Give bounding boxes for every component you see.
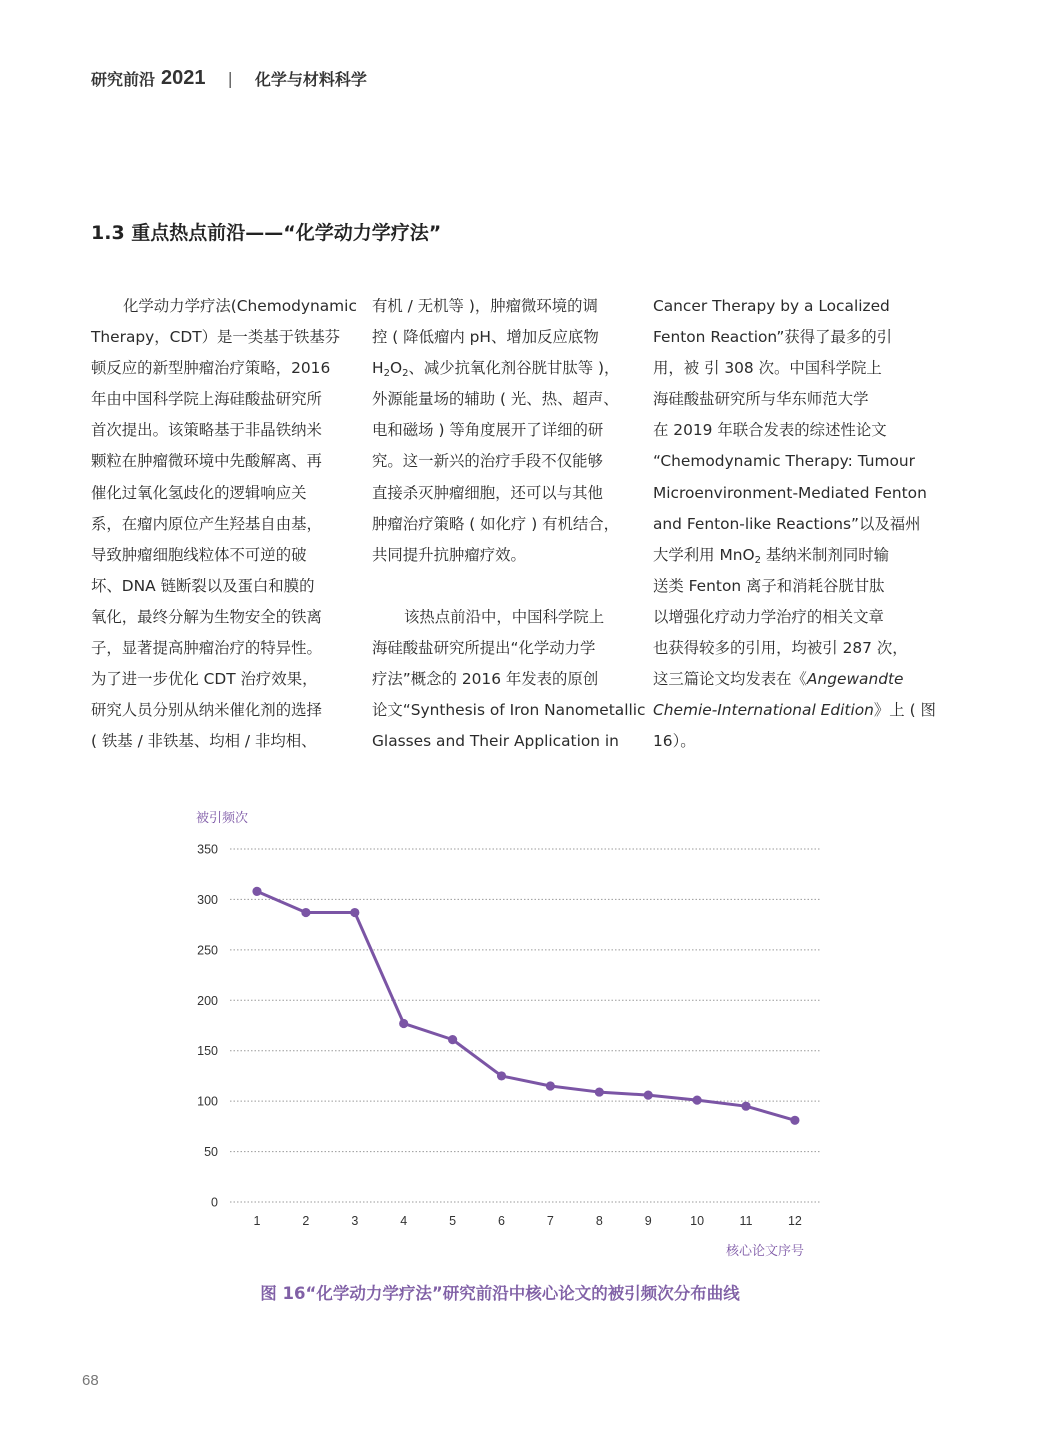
x-tick-label: 4	[400, 1214, 408, 1228]
y-tick-label: 300	[197, 892, 218, 907]
x-tick-label: 2	[302, 1214, 310, 1228]
subscript: 2	[754, 554, 761, 566]
text-line: 系，在瘤内原位产生羟基自由基，	[91, 514, 322, 533]
data-point	[741, 1102, 750, 1111]
y-tick-label: 100	[197, 1094, 218, 1109]
text-line: ( 铁基 / 非铁基、均相 / 非均相、	[91, 732, 317, 751]
data-point	[595, 1087, 604, 1096]
x-tick-label: 1	[253, 1214, 261, 1228]
data-point	[399, 1019, 408, 1028]
data-point	[301, 908, 310, 917]
text-line: 坏、DNA 链断裂以及蛋白和膜的	[91, 576, 315, 595]
x-tick-label: 9	[644, 1214, 652, 1228]
data-point	[546, 1081, 555, 1090]
text-line: and Fenton-like Reactions”以及福州	[653, 514, 921, 533]
text-run: 大学利用 MnO	[653, 545, 755, 564]
x-tick-label: 8	[595, 1214, 603, 1228]
x-tick-label: 12	[787, 1214, 802, 1228]
page-number: 68	[82, 1372, 99, 1389]
x-tick-label: 3	[351, 1214, 359, 1228]
text-line	[653, 664, 910, 695]
x-axis-label: 核心论文序号	[725, 1244, 804, 1259]
text-line: 化学动力学疗法(Chemodynamic	[123, 297, 357, 315]
text-line: 顿反应的新型肿瘤治疗策略，2016	[91, 359, 331, 378]
text-line	[372, 353, 629, 384]
data-point	[497, 1071, 506, 1080]
text-line: 为了进一步优化 CDT 治疗效果，	[91, 670, 318, 689]
text-line: 氧化，最终分解为生物安全的铁离	[91, 607, 322, 626]
text-line: 电和磁场 ) 等角度展开了详细的研	[372, 421, 604, 440]
text-run: O	[389, 359, 403, 378]
text-line: 年由中国科学院上海硅酸盐研究所	[91, 390, 322, 409]
journal-name: Angewandte	[806, 670, 904, 689]
x-tick-label: 6	[498, 1214, 505, 1228]
text-run: 》上 ( 图	[873, 701, 936, 720]
text-line: 肿瘤治疗策略 ( 如化疗 ) 有机结合，	[372, 514, 620, 533]
data-point	[693, 1096, 702, 1105]
text-line: “Chemodynamic Therapy: Tumour	[653, 452, 916, 471]
text-line: 究。这一新兴的治疗手段不仅能够	[372, 452, 603, 471]
x-tick-label: 11	[739, 1214, 753, 1228]
y-axis-label: 被引频次	[196, 811, 249, 826]
subscript: 2	[383, 368, 390, 380]
text-line: 首次提出。该策略基于非晶铁纳米	[91, 421, 322, 440]
text-line: 海硅酸盐研究所提出“化学动力学	[372, 639, 596, 658]
text-line: Fenton Reaction”获得了最多的引	[653, 328, 893, 347]
text-line: 有机 / 无机等 )，肿瘤微环境的调	[372, 297, 598, 315]
text-line: 16）。	[653, 732, 696, 751]
text-line: 疗法”概念的 2016 年发表的原创	[372, 670, 599, 689]
figure-caption: 图 16“化学动力学疗法”研究前沿中核心论文的被引频次分布曲线	[260, 1284, 740, 1303]
data-point	[350, 908, 359, 917]
text-line: 以增强化疗动力学治疗的相关文章	[653, 607, 884, 626]
text-run: H	[372, 359, 384, 378]
text-line	[653, 540, 910, 571]
text-line: Therapy，CDT）是一类基于铁基芬	[91, 328, 341, 347]
y-tick-label: 350	[197, 842, 218, 857]
paragraph-gap	[372, 571, 629, 602]
header-series: 研究前沿	[91, 69, 156, 89]
text-run: 这三篇论文均发表在《	[653, 670, 807, 689]
text-line: 直接杀灭肿瘤细胞，还可以与其他	[372, 483, 603, 502]
data-point	[644, 1090, 653, 1099]
header-section: 化学与材料科学	[254, 69, 367, 89]
running-header	[91, 64, 367, 92]
data-point	[448, 1035, 457, 1044]
text-line: Glasses and Their Application in	[372, 732, 619, 751]
text-line: 控 ( 降低瘤内 pH、增加反应底物	[372, 328, 599, 347]
text-run: 基纳米制剂同时输	[760, 545, 890, 564]
text-line: 导致肿瘤细胞线粒体不可逆的破	[91, 545, 307, 564]
series-line	[257, 891, 795, 1120]
text-line: 用，被 引 308 次。中国科学院上	[653, 359, 882, 378]
text-line: 送类 Fenton 离子和消耗谷胱甘肽	[653, 576, 885, 595]
text-line: 颗粒在肿瘤微环境中先酸解离、再	[91, 452, 322, 471]
y-tick-label: 250	[197, 943, 218, 958]
header-separator: |	[227, 68, 233, 88]
text-line: 共同提升抗肿瘤疗效。	[372, 545, 526, 564]
data-point	[252, 887, 261, 896]
x-tick-label: 7	[546, 1214, 554, 1228]
x-tick-label: 5	[449, 1214, 457, 1228]
section-title: 1.3 重点热点前沿——“化学动力学疗法”	[91, 222, 442, 244]
text-line: Microenvironment-Mediated Fenton	[653, 483, 927, 502]
text-line: 子，显著提高肿瘤治疗的特异性。	[91, 639, 322, 658]
text-line: 该热点前沿中，中国科学院上	[404, 607, 605, 626]
text-line: 在 2019 年联合发表的综述性论文	[653, 421, 887, 440]
data-point	[790, 1116, 799, 1125]
text-run: 、减少抗氧化剂谷胱甘肽等 )，	[408, 359, 620, 378]
y-tick-label: 150	[197, 1044, 218, 1059]
subscript: 2	[402, 368, 409, 380]
journal-name: Chemie-International Edition	[653, 701, 874, 720]
text-column-3	[653, 291, 936, 757]
text-column-2	[372, 291, 646, 757]
header-year: 2021	[161, 66, 206, 89]
text-line: 也获得较多的引用，均被引 287 次，	[653, 639, 908, 658]
text-line	[653, 695, 936, 726]
y-tick-label: 200	[197, 993, 218, 1008]
text-column-1	[91, 291, 357, 757]
text-line: 催化过氧化氢歧化的逻辑响应关	[91, 483, 307, 502]
y-tick-label: 50	[204, 1145, 218, 1160]
text-line: 外源能量场的辅助 ( 光、热、超声、	[372, 390, 619, 409]
text-line: 研究人员分别从纳米催化剂的选择	[91, 701, 322, 720]
text-line: 论文“Synthesis of Iron Nanometallic	[372, 701, 646, 720]
x-tick-label: 10	[690, 1214, 705, 1228]
text-line: 海硅酸盐研究所与华东师范大学	[653, 390, 869, 409]
y-tick-label: 0	[211, 1195, 218, 1210]
citation-line-chart	[180, 800, 840, 1270]
text-line: Cancer Therapy by a Localized	[653, 297, 890, 315]
